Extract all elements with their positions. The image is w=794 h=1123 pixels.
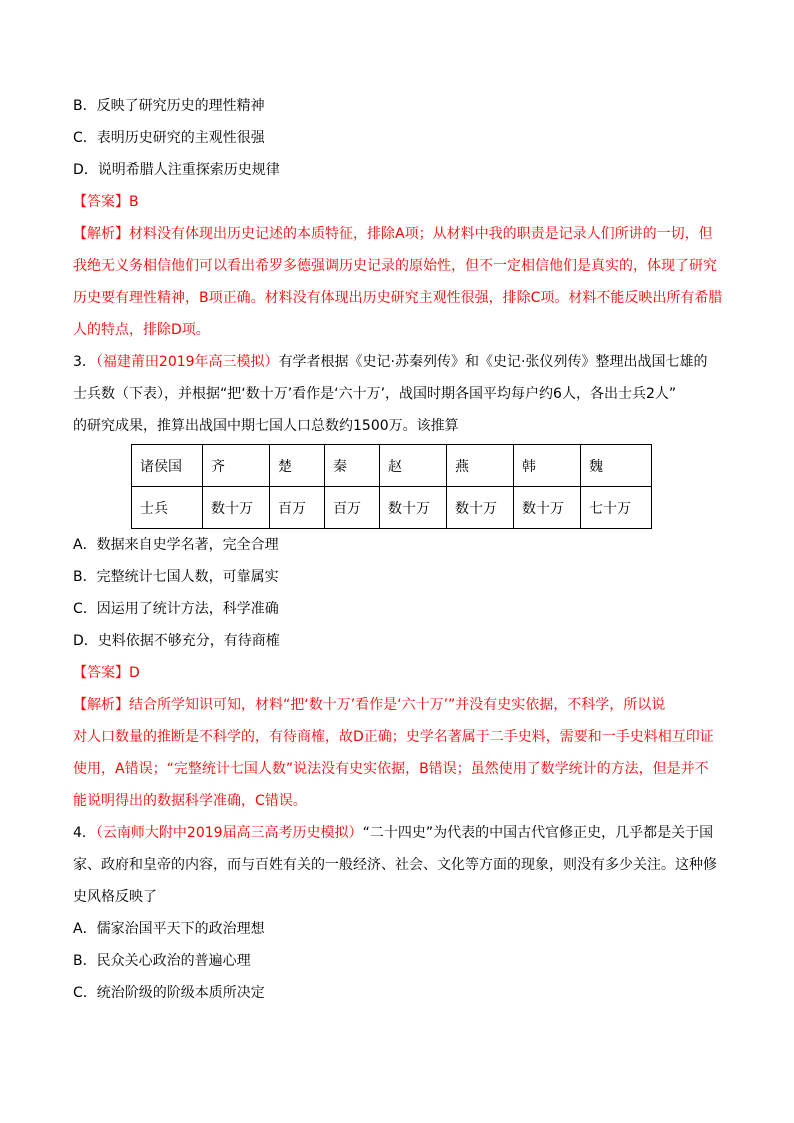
soldier-table-wrap xyxy=(131,444,723,529)
q3-stem-line: 3．（福建莆田2019年高三模拟）有学者根据《史记·苏秦列传》和《史记·张仪列传》整理出战国七雄的 xyxy=(73,354,708,370)
q3-option-d: D．史料依据不够充分，有待商榷 xyxy=(73,633,280,649)
table-cell: 七十万 xyxy=(581,487,652,529)
table-cell: 士兵 xyxy=(132,487,203,529)
question-number: 3． xyxy=(73,354,96,370)
q3-stem-line: 士兵数（下表），并根据“把‘数十万’看作是‘六十万’，战国时期各国平均每户约6人，各出士兵2人” xyxy=(73,386,677,402)
q2-answer xyxy=(73,192,723,212)
q2-analysis-line: 人的特点，排除D项。 xyxy=(73,322,210,338)
soldier-table xyxy=(131,444,652,529)
table-cell: 数十万 xyxy=(447,487,514,529)
q4-stem-line: 史风格反映了 xyxy=(73,889,157,905)
table-cell: 秦 xyxy=(325,445,380,487)
table-cell: 数十万 xyxy=(380,487,447,529)
q4-option-b: B．民众关心政治的普遍心理 xyxy=(73,953,251,969)
question-source: （云南师大附中2019届高三高考历史模拟） xyxy=(95,825,363,841)
analysis-tag: 【解析】 xyxy=(73,226,129,242)
q3-analysis-line: 能说明得出的数据科学准确，C错误。 xyxy=(73,793,307,809)
table-cell: 赵 xyxy=(380,445,447,487)
q4-option-a: A．儒家治国平天下的政治理想 xyxy=(73,921,265,937)
q3-answer xyxy=(73,663,723,683)
q3-option-b: B．完整统计七国人数，可靠属实 xyxy=(73,569,279,585)
q2-option-b: B．反映了研究历史的理性精神 xyxy=(73,98,265,114)
table-cell: 魏 xyxy=(581,445,652,487)
table-cell: 数十万 xyxy=(514,487,581,529)
table-cell: 燕 xyxy=(447,445,514,487)
document-page xyxy=(73,96,723,1015)
answer-tag: 【答案】 xyxy=(73,665,129,681)
q2-analysis-line: 【解析】材料没有体现出历史记述的本质特征，排除A项；从材料中我的职责是记录人们所讲的一切，但 xyxy=(73,226,713,242)
table-cell: 诸侯国 xyxy=(132,445,203,487)
q3-analysis-line: 对人口数量的推断是不科学的，有待商榷，故D正确；史学名著属于二手史料，需要和一手史料相互印证 xyxy=(73,729,714,745)
table-cell: 百万 xyxy=(325,487,380,529)
table-header-row xyxy=(132,445,652,487)
q4-stem-line: 家、政府和皇帝的内容，而与百姓有关的一般经济、社会、文化等方面的现象，则没有多少关注。这种修 xyxy=(73,857,717,873)
q2-option-d: D．说明希腊人注重探索历史规律 xyxy=(73,162,280,178)
analysis-tag: 【解析】 xyxy=(73,697,129,713)
answer-value: D xyxy=(129,665,140,681)
question-source: （福建莆田2019年高三模拟） xyxy=(95,354,279,370)
q2-option-c: C．表明历史研究的主观性很强 xyxy=(73,130,265,146)
question-number: 4． xyxy=(73,825,96,841)
answer-value: B xyxy=(129,194,139,210)
q4-stem-line: 4．（云南师大附中2019届高三高考历史模拟）“二十四史”为代表的中国古代官修正史，几乎都是关于国 xyxy=(73,825,714,841)
table-cell: 数十万 xyxy=(203,487,270,529)
q2-analysis-line: 历史要有理性精神，B项正确。材料没有体现出历史研究主观性很强，排除C项。材料不能反映出所有希腊 xyxy=(73,290,723,306)
q3-analysis-line: 使用，A错误；“完整统计七国人数”说法没有史实依据，B错误；虽然使用了数学统计的方法，但是并不 xyxy=(73,761,709,777)
q4-option-c: C．统治阶级的阶级本质所决定 xyxy=(73,985,265,1001)
q3-option-a: A．数据来自史学名著，完全合理 xyxy=(73,537,279,553)
q3-option-c: C．因运用了统计方法，科学准确 xyxy=(73,601,279,617)
table-cell: 韩 xyxy=(514,445,581,487)
q2-analysis-line: 我绝无义务相信他们可以看出希罗多德强调历史记录的原始性，但不一定相信他们是真实的，体现了研究 xyxy=(73,258,717,274)
table-row xyxy=(132,487,652,529)
table-cell: 楚 xyxy=(270,445,325,487)
answer-tag: 【答案】 xyxy=(73,194,129,210)
q3-analysis-line: 【解析】结合所学知识可知，材料“把‘数十万’看作是‘六十万’”并没有史实依据，不科学，所以说 xyxy=(73,697,666,713)
table-cell: 百万 xyxy=(270,487,325,529)
q3-stem-line: 的研究成果，推算出战国中期七国人口总数约1500万。该推算 xyxy=(73,418,459,434)
table-cell: 齐 xyxy=(203,445,270,487)
